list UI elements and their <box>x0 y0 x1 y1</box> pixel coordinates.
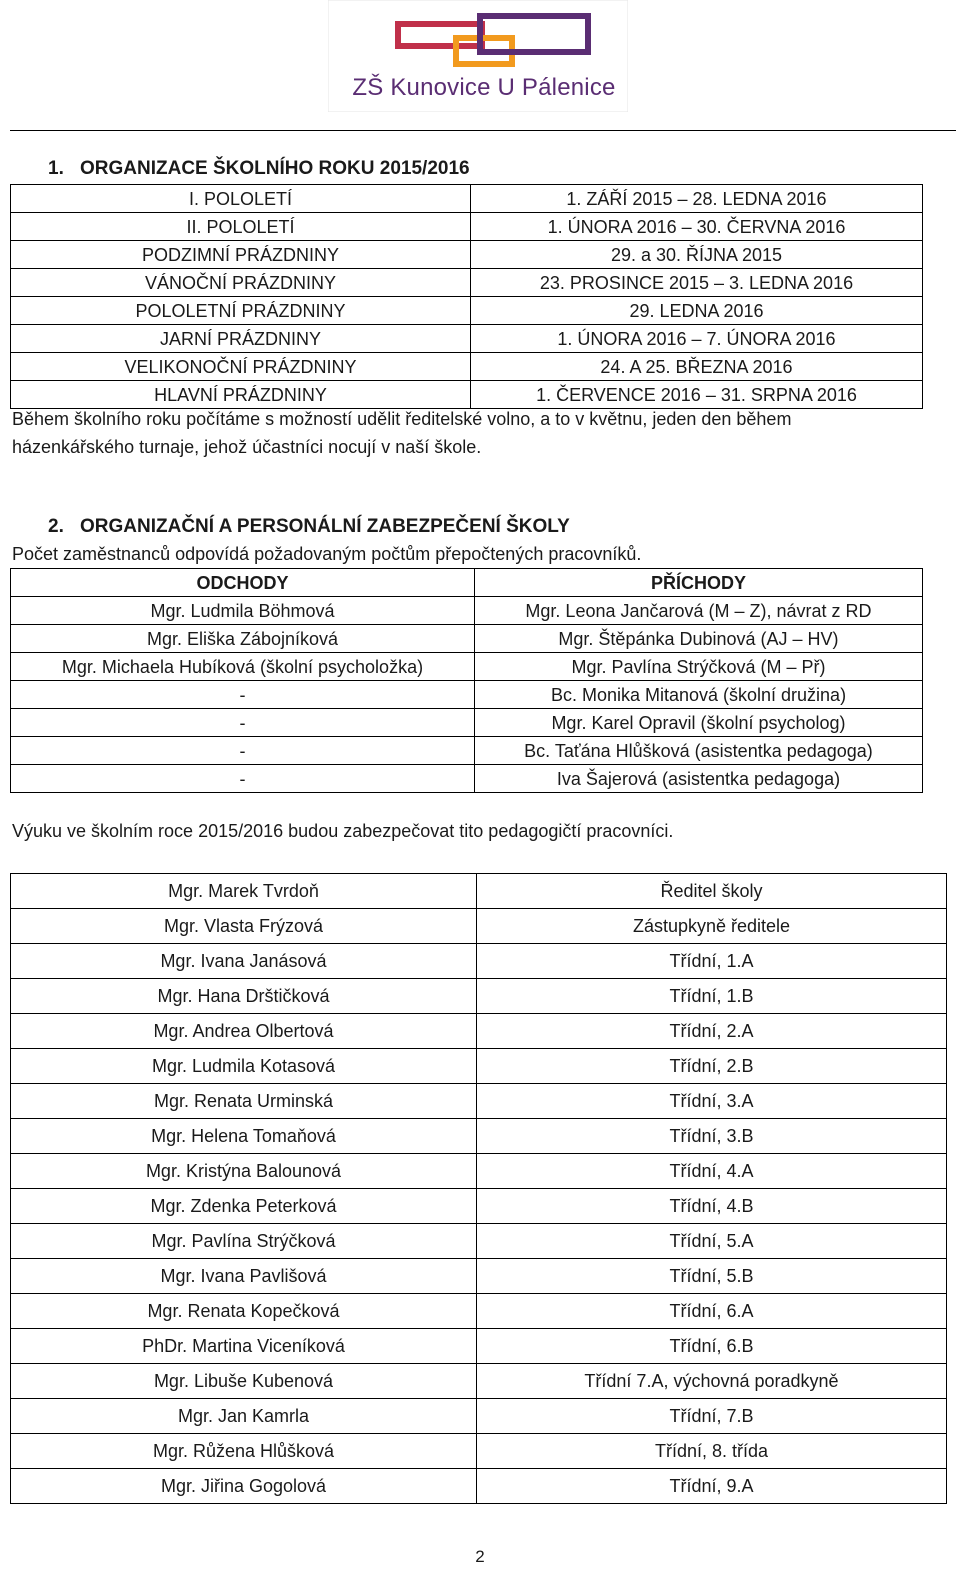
staff-row-cell-right: Třídní, 5.A <box>477 1224 947 1259</box>
school-year-row <box>11 353 923 381</box>
staff-change-row-cell-right: Bc. Monika Mitanová (školní družina) <box>475 681 923 709</box>
staff-change-row <box>11 597 923 625</box>
teaching-staff-table <box>10 873 947 1504</box>
staff-row-cell-right: Třídní, 2.A <box>477 1014 947 1049</box>
staff-change-row-cell-right: Iva Šajerová (asistentka pedagoga) <box>475 765 923 793</box>
staff-change-row <box>11 737 923 765</box>
staff-changes-header-row <box>11 569 923 597</box>
school-year-row-cell-left: JARNÍ PRÁZDNINY <box>11 325 471 353</box>
staff-row-cell-left: Mgr. Ivana Janásová <box>11 944 477 979</box>
staff-row-cell-left: Mgr. Pavlína Strýčková <box>11 1224 477 1259</box>
school-year-row <box>11 241 923 269</box>
staff-row <box>11 874 947 909</box>
staff-change-row-cell-right: Mgr. Štěpánka Dubinová (AJ – HV) <box>475 625 923 653</box>
school-year-row-cell-left: POLOLETNÍ PRÁZDNINY <box>11 297 471 325</box>
section-1-title: ORGANIZACE ŠKOLNÍHO ROKU 2015/2016 <box>80 158 470 179</box>
page-number: 2 <box>475 1547 485 1566</box>
school-year-row <box>11 185 923 213</box>
staff-row <box>11 1399 947 1434</box>
staff-change-row-cell-right: Bc. Taťána Hlůšková (asistentka pedagoga) <box>475 737 923 765</box>
staff-change-row-cell-right: Mgr. Karel Opravil (školní psycholog) <box>475 709 923 737</box>
logo-text: ZŠ Kunovice U Pálenice <box>352 74 616 101</box>
school-year-row-cell-right: 29. LEDNA 2016 <box>471 297 923 325</box>
staff-row <box>11 1154 947 1189</box>
school-year-row-cell-left: VÁNOČNÍ PRÁZDNINY <box>11 269 471 297</box>
staff-row-cell-right: Třídní, 6.A <box>477 1294 947 1329</box>
staff-row <box>11 1014 947 1049</box>
staff-row <box>11 1259 947 1294</box>
school-year-row-cell-right: 24. A 25. BŘEZNA 2016 <box>471 353 923 381</box>
staff-row-cell-left: Mgr. Růžena Hlůšková <box>11 1434 477 1469</box>
staff-change-row-cell-left: - <box>11 681 475 709</box>
school-year-row-cell-left: II. POLOLETÍ <box>11 213 471 241</box>
staff-row-cell-right: Třídní, 7.B <box>477 1399 947 1434</box>
staff-change-row-cell-right: Mgr. Pavlína Strýčková (M – Př) <box>475 653 923 681</box>
staff-row-cell-right: Třídní, 1.A <box>477 944 947 979</box>
staff-row-cell-left: Mgr. Libuše Kubenová <box>11 1364 477 1399</box>
staff-row-cell-left: Mgr. Renata Kopečková <box>11 1294 477 1329</box>
staff-row <box>11 1469 947 1504</box>
staff-row <box>11 909 947 944</box>
staff-change-row <box>11 765 923 793</box>
school-year-note: Během školního roku počítáme s možností udělit ředitelské volno, a to v květnu, jeden den během házenkářského turnaje, jehož účastníci nocují v naší škole. <box>12 409 792 457</box>
staff-row <box>11 1329 947 1364</box>
staff-row-cell-right: Třídní 7.A, výchovná poradkyně <box>477 1364 947 1399</box>
staff-row <box>11 1294 947 1329</box>
staff-row-cell-right: Třídní, 4.A <box>477 1154 947 1189</box>
staff-row-cell-left: Mgr. Zdenka Peterková <box>11 1189 477 1224</box>
staff-changes-table <box>10 568 923 793</box>
departures-header: ODCHODY <box>11 569 475 597</box>
staff-row-cell-left: Mgr. Ivana Pavlišová <box>11 1259 477 1294</box>
staff-row-cell-left: Mgr. Marek Tvrdoň <box>11 874 477 909</box>
staff-row <box>11 979 947 1014</box>
staff-row-cell-left: Mgr. Jan Kamrla <box>11 1399 477 1434</box>
staff-row-cell-right: Třídní, 5.B <box>477 1259 947 1294</box>
school-year-row <box>11 213 923 241</box>
school-year-row-cell-left: VELIKONOČNÍ PRÁZDNINY <box>11 353 471 381</box>
staff-row-cell-left: Mgr. Vlasta Frýzová <box>11 909 477 944</box>
section-2-title: ORGANIZAČNÍ A PERSONÁLNÍ ZABEZPEČENÍ ŠKOLY <box>80 516 570 537</box>
section-2-heading <box>48 516 570 538</box>
staff-row-cell-left: Mgr. Hana Drštičková <box>11 979 477 1014</box>
staff-change-row-cell-left: Mgr. Eliška Zábojníková <box>11 625 475 653</box>
staff-change-row-cell-left: Mgr. Michaela Hubíková (školní psycholožka) <box>11 653 475 681</box>
arrivals-header: PŘÍCHODY <box>475 569 923 597</box>
staff-change-row <box>11 681 923 709</box>
staff-change-row-cell-right: Mgr. Leona Jančarová (M – Z), návrat z RD <box>475 597 923 625</box>
staff-change-row-cell-left: Mgr. Ludmila Böhmová <box>11 597 475 625</box>
staff-row-cell-right: Třídní, 8. třída <box>477 1434 947 1469</box>
staff-change-row-cell-left: - <box>11 737 475 765</box>
staff-row-cell-right: Třídní, 6.B <box>477 1329 947 1364</box>
school-year-row-cell-right: 23. PROSINCE 2015 – 3. LEDNA 2016 <box>471 269 923 297</box>
school-year-row-cell-right: 1. ÚNORA 2016 – 7. ÚNORA 2016 <box>471 325 923 353</box>
section-2-number: 2. <box>48 516 64 537</box>
school-year-row-cell-left: I. POLOLETÍ <box>11 185 471 213</box>
staff-row-cell-left: Mgr. Helena Tomaňová <box>11 1119 477 1154</box>
staff-change-row-cell-left: - <box>11 709 475 737</box>
staff-change-row <box>11 709 923 737</box>
staff-row <box>11 1434 947 1469</box>
school-year-table <box>10 184 923 409</box>
staff-row-cell-right: Třídní, 3.B <box>477 1119 947 1154</box>
staffing-intro: Počet zaměstnanců odpovídá požadovaným počtům přepočtených pracovníků. <box>12 544 642 564</box>
header-divider <box>10 130 956 131</box>
staff-row-cell-left: Mgr. Renata Urminská <box>11 1084 477 1119</box>
staff-row <box>11 1224 947 1259</box>
staff-row-cell-right: Zástupkyně ředitele <box>477 909 947 944</box>
school-logo <box>328 0 628 112</box>
section-1-heading <box>48 158 470 180</box>
school-year-row-cell-right: 1. ÚNORA 2016 – 30. ČERVNA 2016 <box>471 213 923 241</box>
staff-row <box>11 1084 947 1119</box>
staff-change-row <box>11 625 923 653</box>
section-1-number: 1. <box>48 158 64 179</box>
staff-row-cell-right: Třídní, 4.B <box>477 1189 947 1224</box>
staff-row <box>11 1119 947 1154</box>
staff-row-cell-right: Třídní, 9.A <box>477 1469 947 1504</box>
staff-change-row <box>11 653 923 681</box>
staff-row <box>11 944 947 979</box>
school-year-row-cell-right: 1. ČERVENCE 2016 – 31. SRPNA 2016 <box>471 381 923 409</box>
staff-row-cell-left: Mgr. Ludmila Kotasová <box>11 1049 477 1084</box>
school-year-row-cell-left: PODZIMNÍ PRÁZDNINY <box>11 241 471 269</box>
school-year-row-cell-left: HLAVNÍ PRÁZDNINY <box>11 381 471 409</box>
staff-row-cell-right: Ředitel školy <box>477 874 947 909</box>
staff-change-row-cell-left: - <box>11 765 475 793</box>
staff-row <box>11 1049 947 1084</box>
school-year-row <box>11 269 923 297</box>
school-year-row <box>11 325 923 353</box>
staff-row <box>11 1189 947 1224</box>
school-year-row <box>11 297 923 325</box>
staff-row-cell-right: Třídní, 1.B <box>477 979 947 1014</box>
school-year-row-cell-right: 29. a 30. ŘÍJNA 2015 <box>471 241 923 269</box>
staff-list-intro: Výuku ve školním roce 2015/2016 budou zabezpečovat tito pedagogičtí pracovníci. <box>12 821 674 841</box>
staff-row-cell-left: Mgr. Kristýna Balounová <box>11 1154 477 1189</box>
staff-row <box>11 1364 947 1399</box>
school-year-row-cell-right: 1. ZÁŘÍ 2015 – 28. LEDNA 2016 <box>471 185 923 213</box>
staff-row-cell-left: Mgr. Jiřina Gogolová <box>11 1469 477 1504</box>
staff-row-cell-left: Mgr. Andrea Olbertová <box>11 1014 477 1049</box>
staff-row-cell-right: Třídní, 2.B <box>477 1049 947 1084</box>
staff-row-cell-left: PhDr. Martina Viceníková <box>11 1329 477 1364</box>
staff-row-cell-right: Třídní, 3.A <box>477 1084 947 1119</box>
